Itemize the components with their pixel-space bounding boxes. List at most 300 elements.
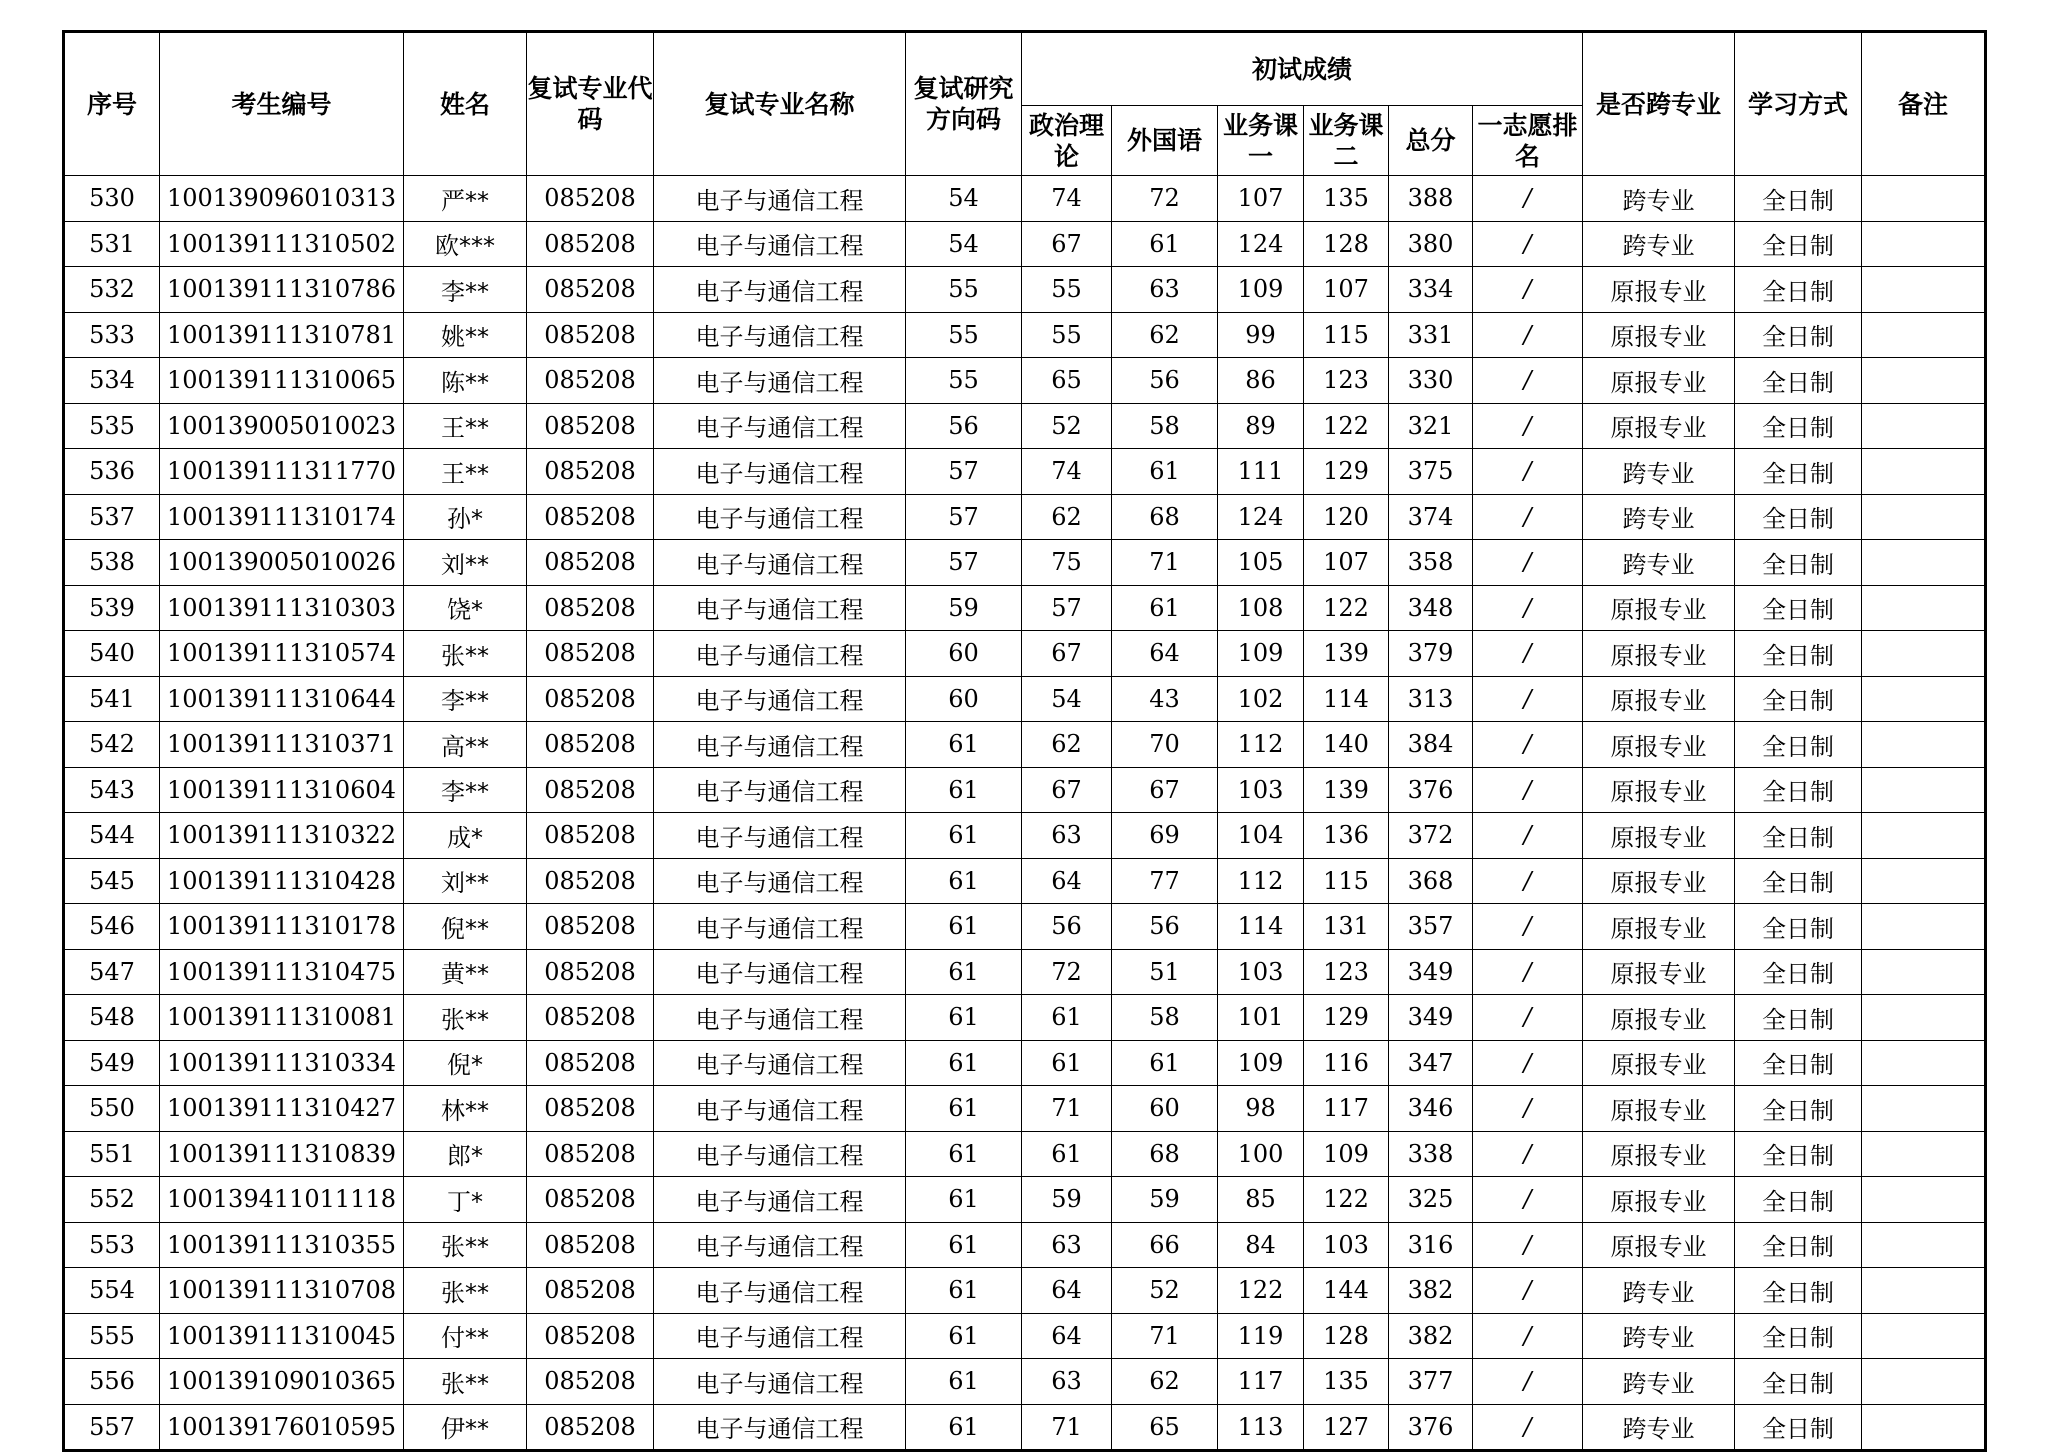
- cell-course-1: 108: [1218, 585, 1304, 631]
- cell-direction-code: 61: [906, 904, 1022, 950]
- cell-course-2: 117: [1304, 1086, 1389, 1132]
- cell-direction-code: 54: [906, 221, 1022, 267]
- cell-major-code: 085208: [527, 221, 654, 267]
- cell-course-1: 114: [1218, 904, 1304, 950]
- cell-major-code: 085208: [527, 904, 654, 950]
- cell-politics: 63: [1022, 813, 1112, 859]
- table-row: [64, 1404, 1986, 1451]
- cell-exam-no: 100139111310045: [160, 1313, 404, 1359]
- cell-politics: 71: [1022, 1086, 1112, 1132]
- cell-foreign-language: 59: [1112, 1177, 1218, 1223]
- cell-major-code: 085208: [527, 1177, 654, 1223]
- cell-first-choice-rank: /: [1473, 267, 1583, 313]
- cell-remarks: [1862, 949, 1986, 995]
- cell-exam-no: 100139111310644: [160, 676, 404, 722]
- table-row: [64, 767, 1986, 813]
- cell-politics: 71: [1022, 1404, 1112, 1451]
- cell-direction-code: 61: [906, 949, 1022, 995]
- cell-course-2: 139: [1304, 767, 1389, 813]
- cell-exam-no: 100139111310355: [160, 1222, 404, 1268]
- cell-major-name: 电子与通信工程: [654, 1086, 906, 1132]
- cell-cross-major: 跨专业: [1583, 1313, 1735, 1359]
- cell-name: 张**: [404, 631, 527, 677]
- cell-first-choice-rank: /: [1473, 585, 1583, 631]
- cell-total: 348: [1389, 585, 1473, 631]
- cell-major-name: 电子与通信工程: [654, 904, 906, 950]
- cell-name: 郎*: [404, 1131, 527, 1177]
- cell-exam-no: 100139005010023: [160, 403, 404, 449]
- cell-course-1: 124: [1218, 494, 1304, 540]
- cell-exam-no: 100139111310708: [160, 1268, 404, 1314]
- cell-name: 李**: [404, 267, 527, 313]
- cell-study-mode: 全日制: [1735, 767, 1862, 813]
- cell-course-1: 117: [1218, 1359, 1304, 1405]
- cell-course-1: 101: [1218, 995, 1304, 1041]
- cell-name: 丁*: [404, 1177, 527, 1223]
- cell-first-choice-rank: /: [1473, 1268, 1583, 1314]
- cell-course-2: 122: [1304, 1177, 1389, 1223]
- cell-exam-no: 100139111310178: [160, 904, 404, 950]
- cell-major-code: 085208: [527, 722, 654, 768]
- table-row: [64, 858, 1986, 904]
- cell-seq: 541: [64, 676, 160, 722]
- cell-exam-no: 100139111310065: [160, 358, 404, 404]
- header-exam-no: 考生编号: [160, 32, 404, 176]
- cell-foreign-language: 58: [1112, 995, 1218, 1041]
- cell-first-choice-rank: /: [1473, 858, 1583, 904]
- cell-direction-code: 55: [906, 267, 1022, 313]
- cell-direction-code: 61: [906, 767, 1022, 813]
- cell-major-name: 电子与通信工程: [654, 449, 906, 495]
- cell-first-choice-rank: /: [1473, 1131, 1583, 1177]
- cell-direction-code: 57: [906, 449, 1022, 495]
- cell-major-name: 电子与通信工程: [654, 585, 906, 631]
- cell-exam-no: 100139005010026: [160, 540, 404, 586]
- cell-cross-major: 原报专业: [1583, 813, 1735, 859]
- cell-major-name: 电子与通信工程: [654, 676, 906, 722]
- cell-major-code: 085208: [527, 449, 654, 495]
- cell-remarks: [1862, 1404, 1986, 1451]
- cell-first-choice-rank: /: [1473, 1086, 1583, 1132]
- cell-exam-no: 100139111310081: [160, 995, 404, 1041]
- table-row: [64, 449, 1986, 495]
- cell-name: 张**: [404, 1222, 527, 1268]
- cell-course-2: 136: [1304, 813, 1389, 859]
- cell-cross-major: 原报专业: [1583, 1040, 1735, 1086]
- cell-foreign-language: 68: [1112, 494, 1218, 540]
- cell-politics: 72: [1022, 949, 1112, 995]
- cell-study-mode: 全日制: [1735, 949, 1862, 995]
- cell-direction-code: 61: [906, 1040, 1022, 1086]
- cell-name: 饶*: [404, 585, 527, 631]
- cell-major-name: 电子与通信工程: [654, 1177, 906, 1223]
- cell-total: 349: [1389, 995, 1473, 1041]
- cell-study-mode: 全日制: [1735, 1222, 1862, 1268]
- cell-politics: 52: [1022, 403, 1112, 449]
- cell-major-name: 电子与通信工程: [654, 813, 906, 859]
- cell-remarks: [1862, 494, 1986, 540]
- cell-first-choice-rank: /: [1473, 1222, 1583, 1268]
- cell-exam-no: 100139111310574: [160, 631, 404, 677]
- cell-study-mode: 全日制: [1735, 858, 1862, 904]
- cell-foreign-language: 71: [1112, 540, 1218, 586]
- cell-seq: 555: [64, 1313, 160, 1359]
- cell-course-2: 128: [1304, 221, 1389, 267]
- cell-exam-no: 100139111310371: [160, 722, 404, 768]
- cell-course-2: 123: [1304, 358, 1389, 404]
- cell-first-choice-rank: /: [1473, 904, 1583, 950]
- cell-course-1: 84: [1218, 1222, 1304, 1268]
- cell-course-1: 100: [1218, 1131, 1304, 1177]
- cell-course-2: 129: [1304, 995, 1389, 1041]
- cell-major-code: 085208: [527, 312, 654, 358]
- cell-study-mode: 全日制: [1735, 1131, 1862, 1177]
- cell-major-code: 085208: [527, 1222, 654, 1268]
- table-row: [64, 1086, 1986, 1132]
- cell-foreign-language: 70: [1112, 722, 1218, 768]
- cell-foreign-language: 67: [1112, 767, 1218, 813]
- cell-first-choice-rank: /: [1473, 312, 1583, 358]
- cell-exam-no: 100139111310427: [160, 1086, 404, 1132]
- cell-total: 330: [1389, 358, 1473, 404]
- cell-first-choice-rank: /: [1473, 676, 1583, 722]
- cell-direction-code: 61: [906, 1177, 1022, 1223]
- cell-politics: 54: [1022, 676, 1112, 722]
- cell-exam-no: 100139096010313: [160, 176, 404, 222]
- cell-total: 380: [1389, 221, 1473, 267]
- cell-study-mode: 全日制: [1735, 540, 1862, 586]
- cell-foreign-language: 62: [1112, 312, 1218, 358]
- cell-exam-no: 100139111310839: [160, 1131, 404, 1177]
- cell-major-code: 085208: [527, 540, 654, 586]
- cell-name: 付**: [404, 1313, 527, 1359]
- cell-cross-major: 原报专业: [1583, 631, 1735, 677]
- table-row: [64, 995, 1986, 1041]
- table-row: [64, 221, 1986, 267]
- cell-cross-major: 跨专业: [1583, 221, 1735, 267]
- cell-remarks: [1862, 1313, 1986, 1359]
- cell-cross-major: 原报专业: [1583, 358, 1735, 404]
- cell-politics: 55: [1022, 312, 1112, 358]
- table-row: [64, 358, 1986, 404]
- cell-cross-major: 原报专业: [1583, 676, 1735, 722]
- admission-results-table: [62, 30, 1987, 1452]
- cell-seq: 554: [64, 1268, 160, 1314]
- cell-study-mode: 全日制: [1735, 1359, 1862, 1405]
- cell-total: 316: [1389, 1222, 1473, 1268]
- cell-name: 高**: [404, 722, 527, 768]
- cell-seq: 538: [64, 540, 160, 586]
- cell-major-name: 电子与通信工程: [654, 995, 906, 1041]
- cell-name: 张**: [404, 1359, 527, 1405]
- cell-exam-no: 100139111311770: [160, 449, 404, 495]
- cell-course-2: 127: [1304, 1404, 1389, 1451]
- cell-course-1: 104: [1218, 813, 1304, 859]
- cell-first-choice-rank: /: [1473, 631, 1583, 677]
- cell-study-mode: 全日制: [1735, 676, 1862, 722]
- cell-remarks: [1862, 358, 1986, 404]
- cell-major-name: 电子与通信工程: [654, 722, 906, 768]
- cell-cross-major: 原报专业: [1583, 1131, 1735, 1177]
- cell-politics: 62: [1022, 494, 1112, 540]
- cell-major-code: 085208: [527, 585, 654, 631]
- cell-exam-no: 100139111310781: [160, 312, 404, 358]
- cell-major-name: 电子与通信工程: [654, 1268, 906, 1314]
- cell-cross-major: 跨专业: [1583, 1268, 1735, 1314]
- cell-course-1: 103: [1218, 949, 1304, 995]
- cell-first-choice-rank: /: [1473, 358, 1583, 404]
- cell-course-1: 107: [1218, 176, 1304, 222]
- cell-politics: 64: [1022, 858, 1112, 904]
- cell-politics: 64: [1022, 1313, 1112, 1359]
- cell-direction-code: 61: [906, 722, 1022, 768]
- cell-remarks: [1862, 267, 1986, 313]
- cell-seq: 532: [64, 267, 160, 313]
- cell-cross-major: 跨专业: [1583, 540, 1735, 586]
- cell-major-name: 电子与通信工程: [654, 358, 906, 404]
- cell-foreign-language: 56: [1112, 358, 1218, 404]
- header-study-mode: 学习方式: [1735, 32, 1862, 176]
- cell-remarks: [1862, 722, 1986, 768]
- cell-total: 334: [1389, 267, 1473, 313]
- cell-study-mode: 全日制: [1735, 1268, 1862, 1314]
- cell-exam-no: 100139111310428: [160, 858, 404, 904]
- cell-course-1: 99: [1218, 312, 1304, 358]
- cell-study-mode: 全日制: [1735, 176, 1862, 222]
- cell-foreign-language: 64: [1112, 631, 1218, 677]
- cell-remarks: [1862, 449, 1986, 495]
- cell-total: 379: [1389, 631, 1473, 677]
- cell-major-code: 085208: [527, 813, 654, 859]
- cell-total: 372: [1389, 813, 1473, 859]
- cell-remarks: [1862, 176, 1986, 222]
- cell-course-2: 115: [1304, 858, 1389, 904]
- cell-direction-code: 55: [906, 312, 1022, 358]
- cell-exam-no: 100139111310604: [160, 767, 404, 813]
- cell-course-2: 135: [1304, 1359, 1389, 1405]
- cell-seq: 550: [64, 1086, 160, 1132]
- header-remarks: 备注: [1862, 32, 1986, 176]
- cell-course-2: 140: [1304, 722, 1389, 768]
- cell-total: 358: [1389, 540, 1473, 586]
- cell-total: 377: [1389, 1359, 1473, 1405]
- cell-seq: 553: [64, 1222, 160, 1268]
- cell-major-name: 电子与通信工程: [654, 1222, 906, 1268]
- cell-foreign-language: 68: [1112, 1131, 1218, 1177]
- header-total: 总分: [1389, 106, 1473, 176]
- cell-course-2: 107: [1304, 540, 1389, 586]
- cell-major-name: 电子与通信工程: [654, 267, 906, 313]
- cell-course-1: 98: [1218, 1086, 1304, 1132]
- cell-course-2: 139: [1304, 631, 1389, 677]
- cell-seq: 548: [64, 995, 160, 1041]
- cell-seq: 557: [64, 1404, 160, 1451]
- cell-seq: 552: [64, 1177, 160, 1223]
- cell-first-choice-rank: /: [1473, 449, 1583, 495]
- cell-first-choice-rank: /: [1473, 1359, 1583, 1405]
- cell-major-name: 电子与通信工程: [654, 494, 906, 540]
- cell-cross-major: 原报专业: [1583, 1177, 1735, 1223]
- cell-exam-no: 100139109010365: [160, 1359, 404, 1405]
- cell-study-mode: 全日制: [1735, 813, 1862, 859]
- cell-major-name: 电子与通信工程: [654, 1131, 906, 1177]
- cell-name: 王**: [404, 449, 527, 495]
- cell-direction-code: 56: [906, 403, 1022, 449]
- cell-course-1: 111: [1218, 449, 1304, 495]
- cell-total: 357: [1389, 904, 1473, 950]
- cell-cross-major: 原报专业: [1583, 1086, 1735, 1132]
- cell-remarks: [1862, 676, 1986, 722]
- cell-name: 陈**: [404, 358, 527, 404]
- cell-exam-no: 100139111310174: [160, 494, 404, 540]
- cell-remarks: [1862, 1040, 1986, 1086]
- table-row: [64, 904, 1986, 950]
- cell-first-choice-rank: /: [1473, 995, 1583, 1041]
- cell-cross-major: 原报专业: [1583, 312, 1735, 358]
- cell-politics: 65: [1022, 358, 1112, 404]
- table-header: [64, 32, 1986, 176]
- cell-course-2: 128: [1304, 1313, 1389, 1359]
- cell-direction-code: 61: [906, 1359, 1022, 1405]
- cell-cross-major: 跨专业: [1583, 1404, 1735, 1451]
- cell-first-choice-rank: /: [1473, 1040, 1583, 1086]
- cell-first-choice-rank: /: [1473, 722, 1583, 768]
- cell-exam-no: 100139111310502: [160, 221, 404, 267]
- cell-major-code: 085208: [527, 995, 654, 1041]
- cell-foreign-language: 66: [1112, 1222, 1218, 1268]
- cell-remarks: [1862, 1177, 1986, 1223]
- cell-exam-no: 100139176010595: [160, 1404, 404, 1451]
- cell-direction-code: 61: [906, 813, 1022, 859]
- cell-course-1: 105: [1218, 540, 1304, 586]
- cell-course-2: 116: [1304, 1040, 1389, 1086]
- cell-name: 林**: [404, 1086, 527, 1132]
- table-row: [64, 722, 1986, 768]
- cell-total: 321: [1389, 403, 1473, 449]
- cell-total: 346: [1389, 1086, 1473, 1132]
- cell-politics: 55: [1022, 267, 1112, 313]
- cell-exam-no: 100139111310334: [160, 1040, 404, 1086]
- cell-major-name: 电子与通信工程: [654, 858, 906, 904]
- cell-course-2: 122: [1304, 403, 1389, 449]
- cell-politics: 62: [1022, 722, 1112, 768]
- cell-course-1: 112: [1218, 722, 1304, 768]
- cell-remarks: [1862, 904, 1986, 950]
- cell-first-choice-rank: /: [1473, 1313, 1583, 1359]
- cell-cross-major: 原报专业: [1583, 267, 1735, 313]
- cell-study-mode: 全日制: [1735, 267, 1862, 313]
- cell-foreign-language: 72: [1112, 176, 1218, 222]
- cell-course-2: 123: [1304, 949, 1389, 995]
- cell-foreign-language: 43: [1112, 676, 1218, 722]
- cell-major-code: 085208: [527, 494, 654, 540]
- cell-foreign-language: 69: [1112, 813, 1218, 859]
- table-row: [64, 1040, 1986, 1086]
- cell-direction-code: 61: [906, 995, 1022, 1041]
- cell-course-2: 107: [1304, 267, 1389, 313]
- cell-name: 伊**: [404, 1404, 527, 1451]
- cell-major-code: 085208: [527, 631, 654, 677]
- cell-remarks: [1862, 1359, 1986, 1405]
- cell-course-2: 115: [1304, 312, 1389, 358]
- document-page: [62, 30, 1984, 1452]
- cell-study-mode: 全日制: [1735, 904, 1862, 950]
- cell-politics: 75: [1022, 540, 1112, 586]
- header-major-code: 复试专业代码: [527, 32, 654, 176]
- table-row: [64, 176, 1986, 222]
- cell-major-name: 电子与通信工程: [654, 312, 906, 358]
- cell-name: 刘**: [404, 540, 527, 586]
- cell-study-mode: 全日制: [1735, 1404, 1862, 1451]
- cell-seq: 540: [64, 631, 160, 677]
- table-row: [64, 494, 1986, 540]
- cell-course-2: 114: [1304, 676, 1389, 722]
- cell-direction-code: 61: [906, 1404, 1022, 1451]
- cell-seq: 531: [64, 221, 160, 267]
- table-row: [64, 585, 1986, 631]
- cell-politics: 61: [1022, 1040, 1112, 1086]
- cell-total: 382: [1389, 1313, 1473, 1359]
- cell-major-name: 电子与通信工程: [654, 631, 906, 677]
- cell-study-mode: 全日制: [1735, 995, 1862, 1041]
- cell-name: 姚**: [404, 312, 527, 358]
- cell-politics: 67: [1022, 631, 1112, 677]
- cell-name: 倪*: [404, 1040, 527, 1086]
- cell-name: 严**: [404, 176, 527, 222]
- table-row: [64, 312, 1986, 358]
- cell-exam-no: 100139111310303: [160, 585, 404, 631]
- table-row: [64, 1177, 1986, 1223]
- table-row: [64, 1359, 1986, 1405]
- cell-foreign-language: 61: [1112, 585, 1218, 631]
- cell-study-mode: 全日制: [1735, 722, 1862, 768]
- cell-major-code: 085208: [527, 1359, 654, 1405]
- cell-politics: 64: [1022, 1268, 1112, 1314]
- cell-seq: 534: [64, 358, 160, 404]
- table-row: [64, 1131, 1986, 1177]
- cell-remarks: [1862, 585, 1986, 631]
- header-initial-scores: 初试成绩: [1022, 32, 1583, 106]
- cell-study-mode: 全日制: [1735, 494, 1862, 540]
- cell-study-mode: 全日制: [1735, 403, 1862, 449]
- cell-cross-major: 原报专业: [1583, 403, 1735, 449]
- cell-major-code: 085208: [527, 267, 654, 313]
- cell-cross-major: 跨专业: [1583, 1359, 1735, 1405]
- cell-cross-major: 原报专业: [1583, 858, 1735, 904]
- cell-foreign-language: 61: [1112, 449, 1218, 495]
- cell-course-2: 103: [1304, 1222, 1389, 1268]
- cell-total: 382: [1389, 1268, 1473, 1314]
- cell-name: 黄**: [404, 949, 527, 995]
- cell-course-1: 113: [1218, 1404, 1304, 1451]
- cell-course-1: 86: [1218, 358, 1304, 404]
- cell-name: 张**: [404, 1268, 527, 1314]
- table-row: [64, 949, 1986, 995]
- cell-remarks: [1862, 1222, 1986, 1268]
- cell-name: 张**: [404, 995, 527, 1041]
- header-course-1: 业务课一: [1218, 106, 1304, 176]
- cell-direction-code: 57: [906, 540, 1022, 586]
- cell-major-name: 电子与通信工程: [654, 949, 906, 995]
- cell-politics: 61: [1022, 1131, 1112, 1177]
- cell-major-code: 085208: [527, 1313, 654, 1359]
- cell-seq: 545: [64, 858, 160, 904]
- cell-major-code: 085208: [527, 176, 654, 222]
- cell-first-choice-rank: /: [1473, 403, 1583, 449]
- cell-course-2: 109: [1304, 1131, 1389, 1177]
- cell-major-code: 085208: [527, 767, 654, 813]
- cell-major-code: 085208: [527, 1268, 654, 1314]
